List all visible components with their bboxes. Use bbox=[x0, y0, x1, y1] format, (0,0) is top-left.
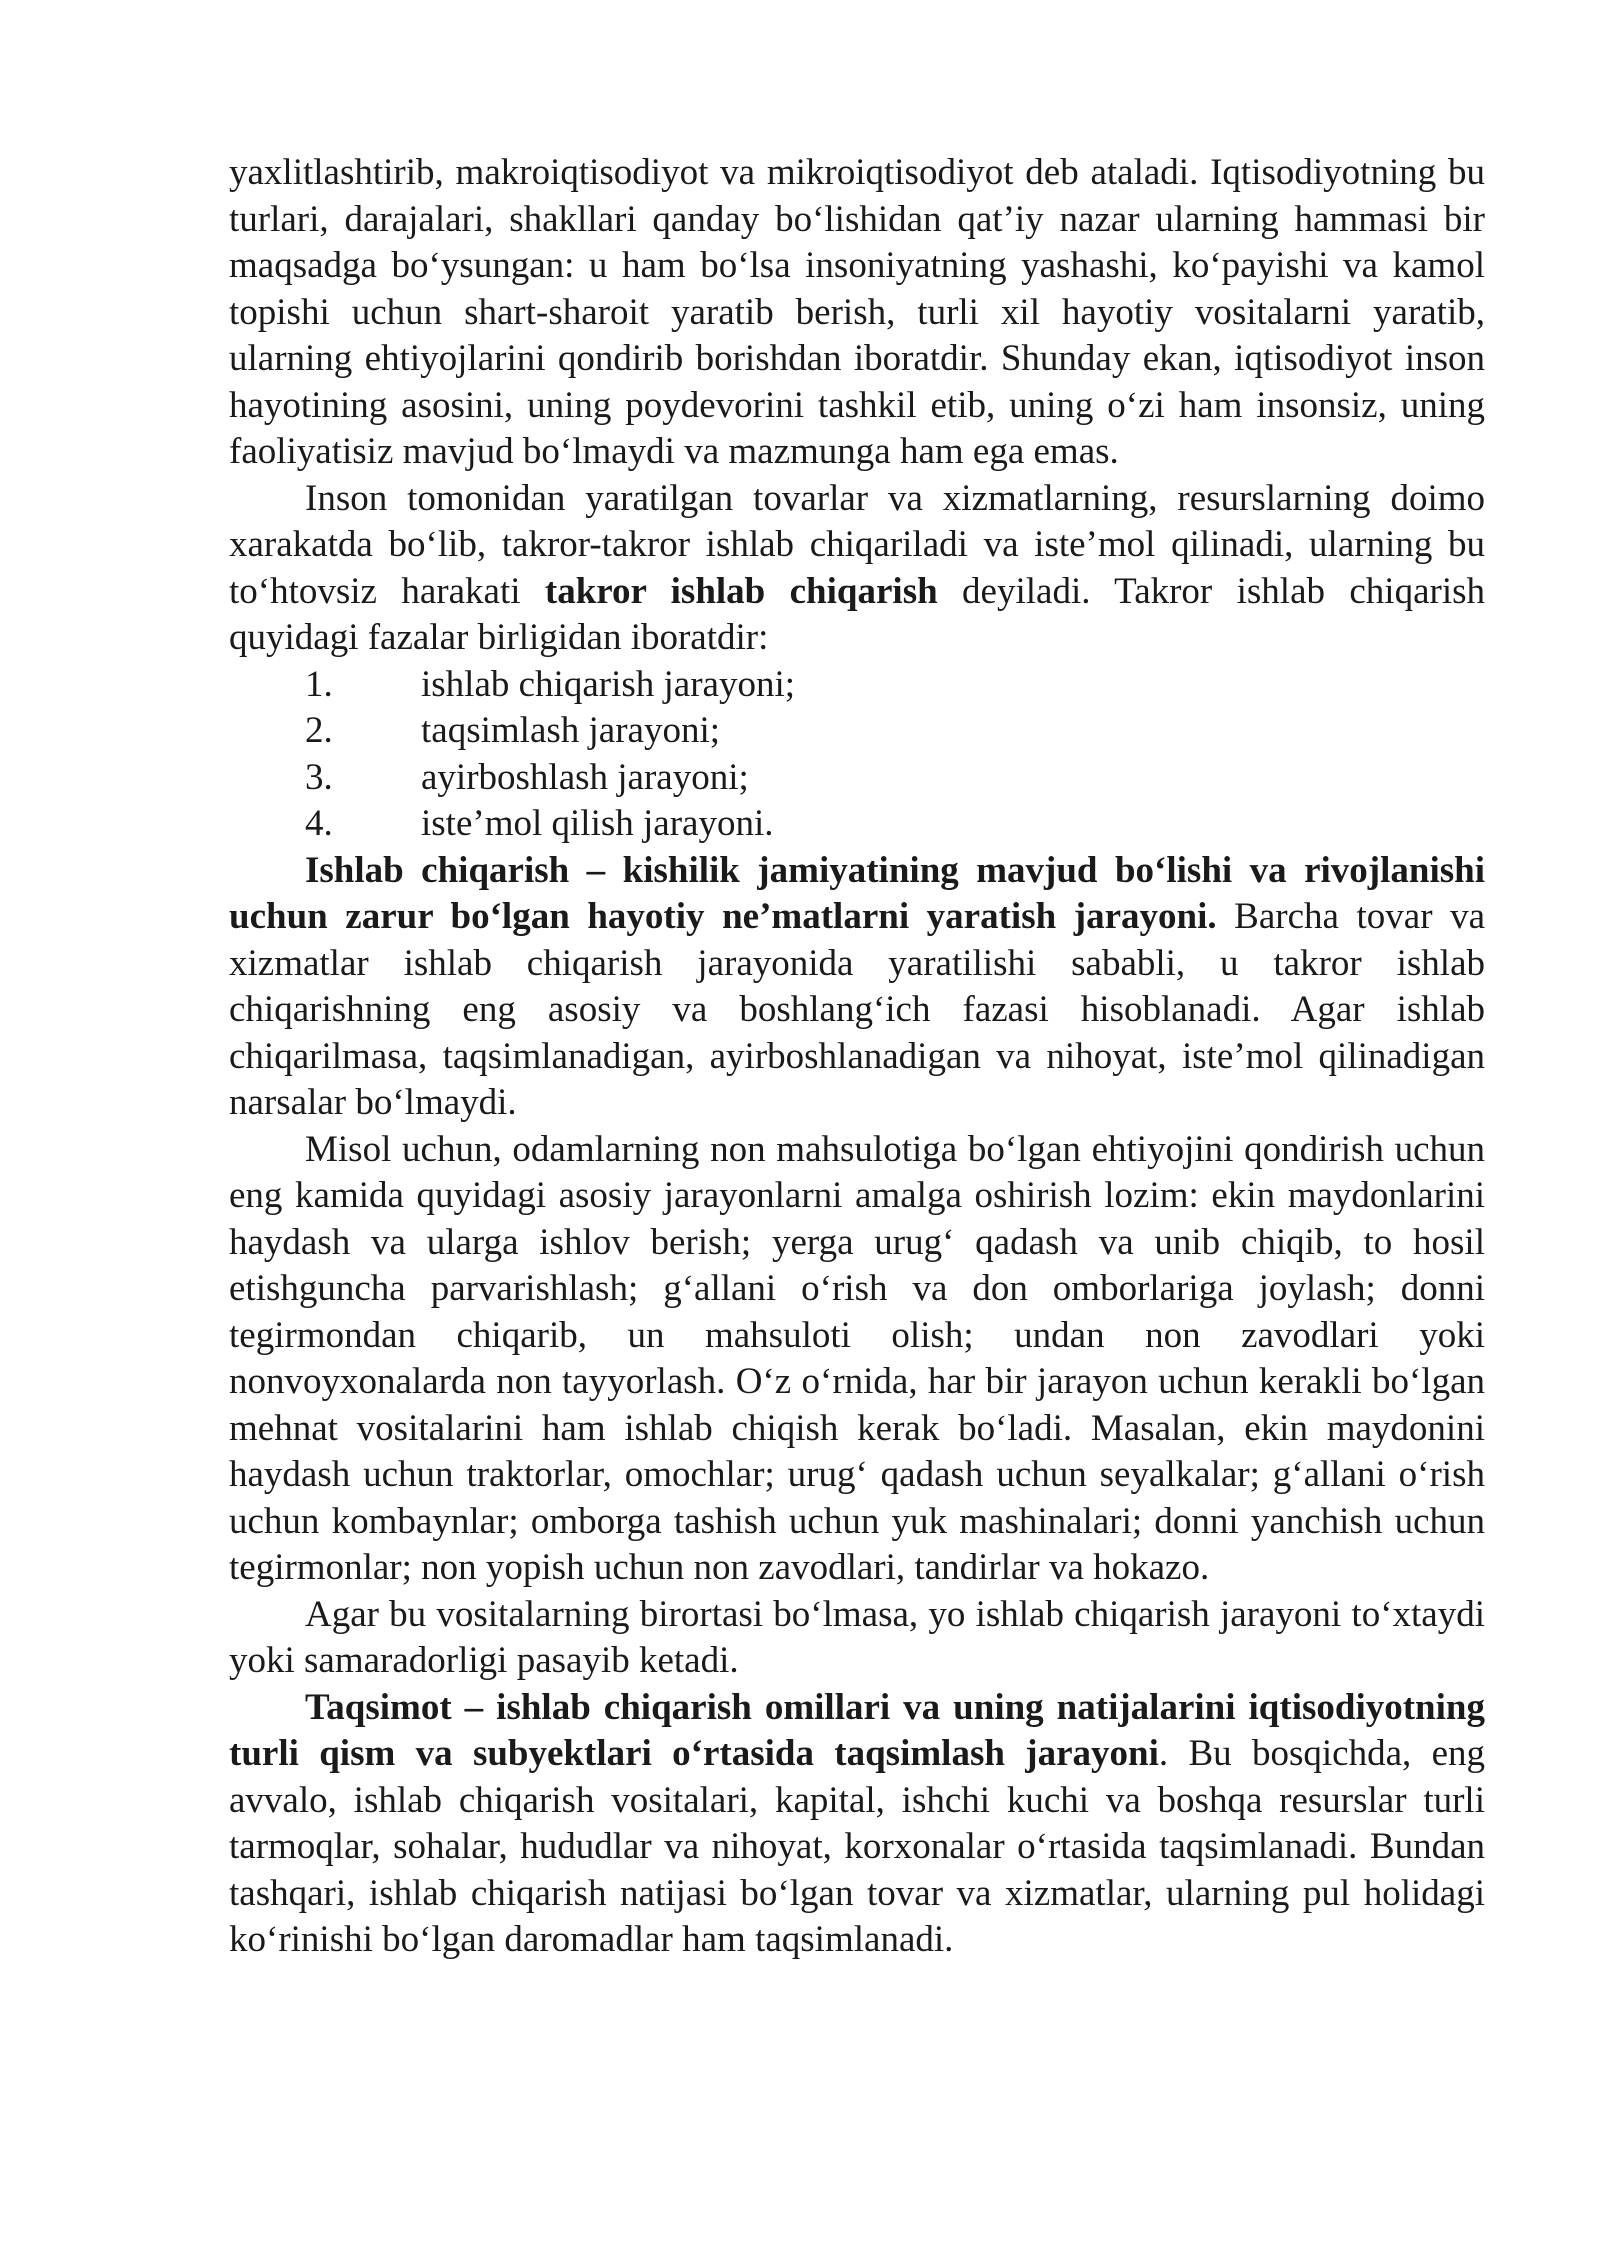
list-item bbox=[229, 662, 1485, 709]
paragraph-reproduction bbox=[229, 476, 1485, 662]
paragraph-distribution-text: . Bu bosqichda, eng avvalo, ishlab chiqarish vositalari, kapital, ishchi kuchi va boshqa resurslar turli tarmoqlar, sohalar, hududlar va nihoyat, korxonalar o‘rtasida taqsimlanadi. Bundan tashqari, ishlab chiqarish natijasi bo‘lgan tovar va xizmatlar, ularning pul holidagi ko‘rinishi bo‘lgan daromadlar ham taqsimlanadi. bbox=[229, 1733, 1485, 1960]
list-item-number: 4. bbox=[305, 803, 333, 844]
definition-taqsimot: Taqsimot – ishlab chiqarish omillari va uning natijalarini iqtisodiyotning turli qism va subyektlari o‘rtasida taqsimlash jarayoni bbox=[229, 1686, 1485, 1774]
list-item-text: ishlab chiqarish jarayoni; bbox=[421, 663, 796, 705]
list-item-number: 1. bbox=[305, 663, 333, 705]
list-item-number: 2. bbox=[305, 710, 333, 751]
term-takror-ishlab-chiqarish: takror ishlab chiqarish bbox=[544, 570, 938, 612]
paragraph-intro: yaxlitlashtirib, makroiqtisodiyot va mikroiqtisodiyot deb ataladi. Iqtisodiyotning bu turlari, darajalari, shakllari qanday bo‘lishidan qat’iy nazar ularning hammasi bir maqsadga bo‘ysungan: u ham bo‘lsa insoniyatning yashashi, ko‘payishi va kamol topishi uchun shart-sharoit yaratib berish, turli xil hayotiy vositalarni yaratib, ularning ehtiyojlarini qondirib borishdan iboratdir. Shunday ekan, iqtisodiyot inson hayotining asosini, uning poydevorini tashkil etib, uning o‘zi ham insonsiz, uning faoliyatisiz mavjud bo‘lmaydi va mazmunga ham ega emas. bbox=[229, 152, 1485, 472]
paragraph-reproduction-text-end: deyiladi. Takror ishlab chiqarish quyidagi fazalar birligidan iboratdir: bbox=[229, 570, 1485, 658]
list-item bbox=[229, 708, 1485, 755]
paragraph-production-definition bbox=[229, 848, 1485, 1127]
paragraph-example: Misol uchun, odamlarning non mahsulotiga bo‘lgan ehtiyojini qondirish uchun eng kamida quyidagi asosiy jarayonlarni amalga oshirish lozim: ekin maydonlarini haydash va ularga ishlov berish; yerga urug‘ qadash va unib chiqib, to hosil etishguncha parvarishlash; g‘allani o‘rish va don omborlariga joylash; donni tegirmondan chiqarib, un mahsuloti olish; undan non zavodlari yoki nonvoyxonalarda non tayyorlash. O‘z o‘rnida, har bir jarayon uchun kerakli bo‘lgan mehnat vositalarini ham ishlab chiqish kerak bo‘ladi. Masalan, ekin maydonini haydash uchun traktorlar, omochlar; urug‘ qadash uchun seyalkalar; g‘allani o‘rish uchun kombaynlar; omborga tashish uchun yuk mashinalari; donni yanchish uchun tegirmonlar; non yopish uchun non zavodlari, tandirlar va hokazo. bbox=[229, 1128, 1485, 1588]
paragraph-distribution-definition bbox=[229, 1685, 1485, 1964]
list-item-text: iste’mol qilish jarayoni. bbox=[421, 803, 774, 844]
paragraph-reproduction-text-start: Inson tomonidan yaratilgan tovarlar va xizmatlarning, resurslarning doimo xarakatda bo‘lib, takror-takror ishlab chiqariladi va iste’mol qilinadi, ularning bu to‘htovsiz harakati bbox=[229, 477, 1485, 612]
paragraph-tools: Agar bu vositalarning birortasi bo‘lmasa, yo ishlab chiqarish jarayoni to‘xtaydi yoki samaradorligi pasayib ketadi. bbox=[229, 1593, 1485, 1681]
definition-ishlab-chiqarish: Ishlab chiqarish – kishilik jamiyatining mavjud bo‘lishi va rivojlanishi uchun zarur bo‘lgan hayotiy ne’matlarni yaratish jarayoni. bbox=[229, 849, 1485, 937]
phases-list bbox=[229, 662, 1485, 848]
list-item-number: 3. bbox=[305, 756, 333, 798]
paragraph-production-text: Barcha tovar va xizmatlar ishlab chiqarish jarayonida yaratilishi sababli, u takror ishlab chiqarishning eng asosiy va boshlang‘ich fazasi hisoblanadi. Agar ishlab chiqarilmasa, taqsimlanadigan, ayirboshlanadigan va nihoyat, iste’mol qilinadigan narsalar bo‘lmaydi. bbox=[229, 896, 1485, 1123]
document-page bbox=[229, 150, 1485, 1964]
list-item bbox=[229, 801, 1485, 848]
list-item-text: taqsimlash jarayoni; bbox=[421, 710, 721, 751]
list-item-text: ayirboshlash jarayoni; bbox=[421, 756, 749, 798]
list-item bbox=[229, 755, 1485, 802]
